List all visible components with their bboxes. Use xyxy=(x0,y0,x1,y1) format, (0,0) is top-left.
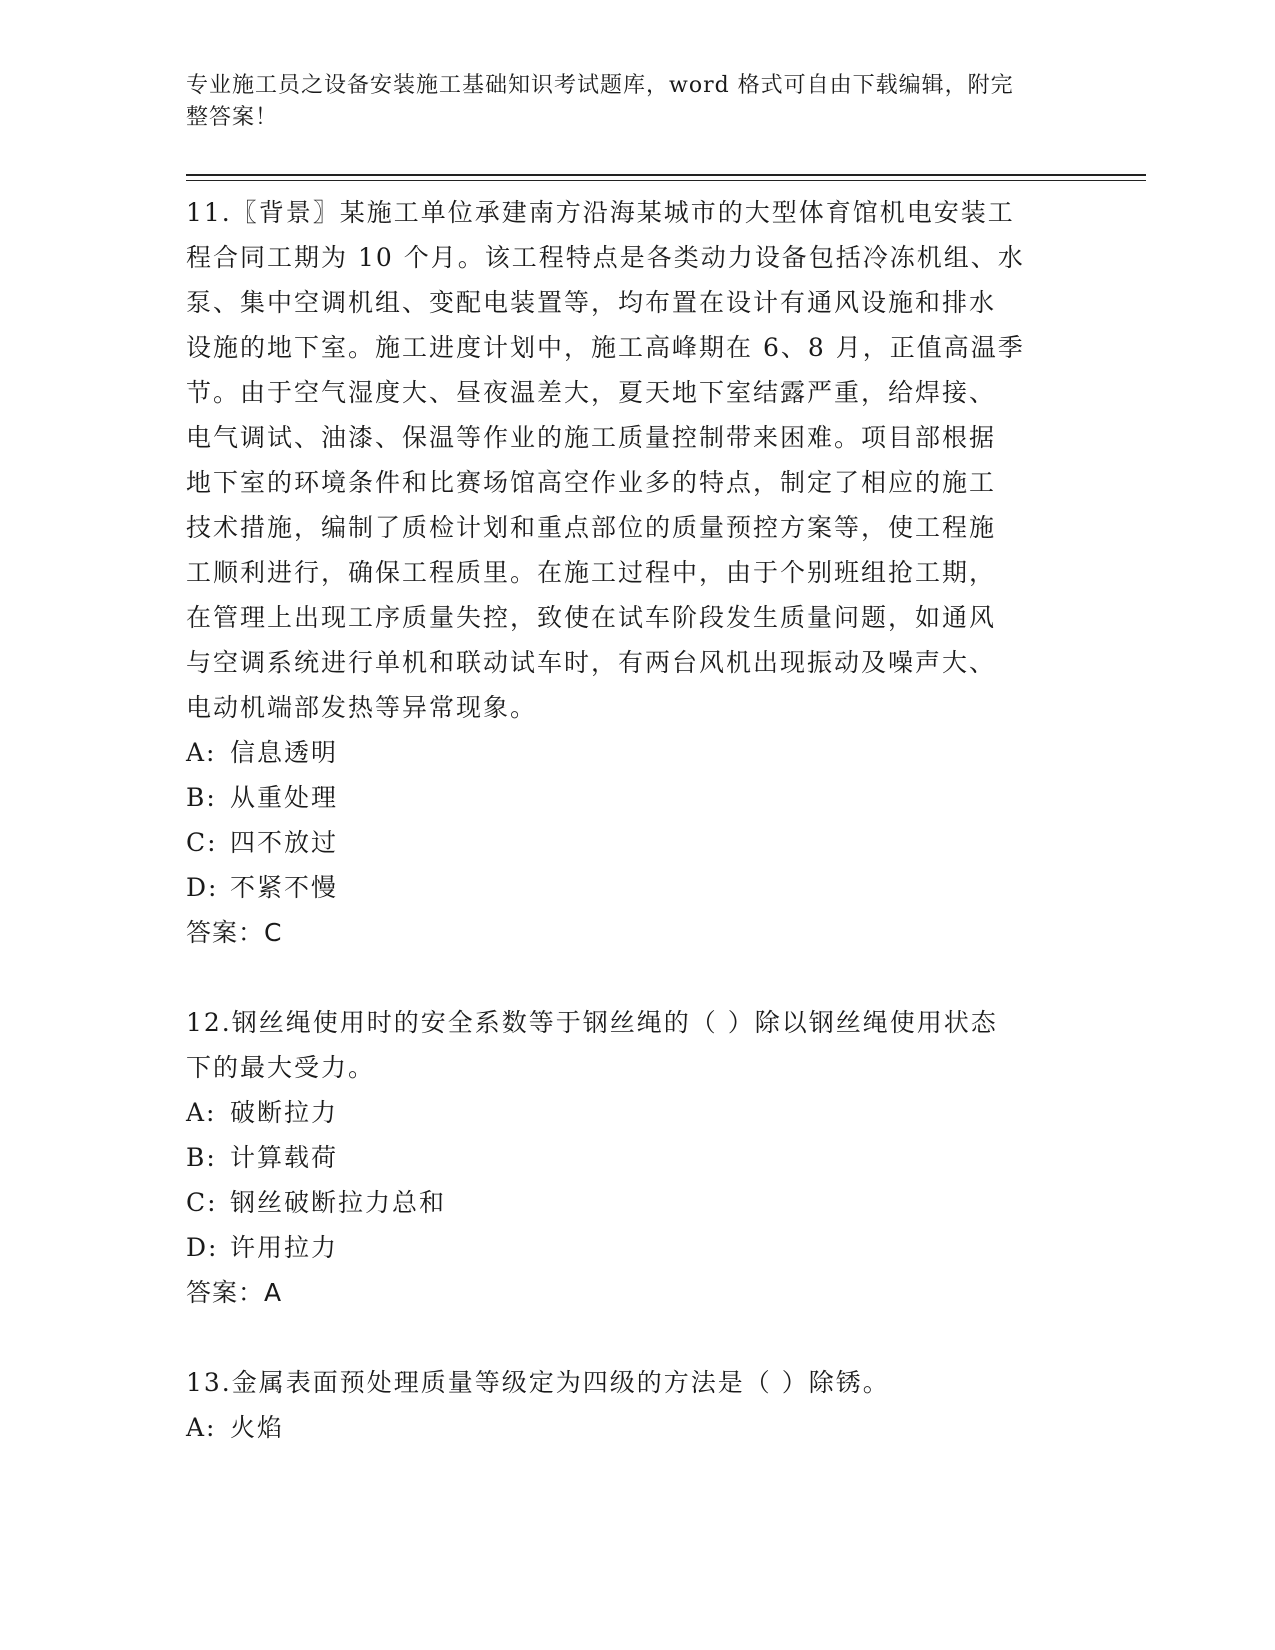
option-key: C: xyxy=(186,1188,218,1217)
option-text: 火焰 xyxy=(230,1413,285,1442)
question-11 xyxy=(186,190,1066,955)
stem-line: 工顺利进行，确保工程质里。在施工过程中，由于个别班组抢工期， xyxy=(186,558,997,587)
option-c xyxy=(186,1180,1066,1225)
stem-line: 技术措施，编制了质检计划和重点部位的质量预控方案等，使工程施 xyxy=(186,513,997,542)
option-text: 计算载荷 xyxy=(230,1143,339,1172)
stem-line: 电动机端部发热等异常现象。 xyxy=(186,693,538,722)
option-key: B: xyxy=(186,783,217,812)
option-key: A: xyxy=(186,1098,217,1127)
stem-line: 与空调系统进行单机和联动试车时，有两台风机出现振动及噪声大、 xyxy=(186,648,997,677)
option-text: 四不放过 xyxy=(230,828,339,857)
stem-line: 设施的地下室。施工进度计划中，施工高峰期在 6、8 月，正值高温季 xyxy=(186,333,1025,362)
question-list xyxy=(186,190,1066,1450)
stem-line: 12.钢丝绳使用时的安全系数等于钢丝绳的（ ）除以钢丝绳使用状态 xyxy=(186,1008,998,1037)
option-a xyxy=(186,1405,1066,1450)
option-text: 信息透明 xyxy=(230,738,339,767)
header-line-2: 整答案！ xyxy=(186,105,279,130)
question-13 xyxy=(186,1360,1066,1450)
option-text: 破断拉力 xyxy=(230,1098,339,1127)
option-d xyxy=(186,865,1066,910)
header-divider-thick xyxy=(186,174,1146,176)
option-text: 钢丝破断拉力总和 xyxy=(230,1188,447,1217)
document-header xyxy=(186,70,1066,134)
option-text: 许用拉力 xyxy=(230,1233,339,1262)
option-c xyxy=(186,820,1066,865)
stem-line: 13.金属表面预处理质量等级定为四级的方法是（ ）除锈。 xyxy=(186,1368,890,1397)
answer-line: 答案：A xyxy=(186,1278,283,1307)
stem-line: 在管理上出现工序质量失控，致使在试车阶段发生质量问题，如通风 xyxy=(186,603,997,632)
option-d xyxy=(186,1225,1066,1270)
option-a xyxy=(186,730,1066,775)
header-line-1: 专业施工员之设备安装施工基础知识考试题库，word 格式可自由下载编辑，附完 xyxy=(186,73,1014,98)
answer-line: 答案：C xyxy=(186,918,283,947)
option-key: C: xyxy=(186,828,218,857)
spacer xyxy=(186,1315,1066,1360)
stem-line: 节。由于空气湿度大、昼夜温差大，夏天地下室结露严重，给焊接、 xyxy=(186,378,997,407)
header-divider-thin xyxy=(186,180,1146,181)
stem-line: 下的最大受力。 xyxy=(186,1053,376,1082)
question-12 xyxy=(186,1000,1066,1315)
stem-line: 电气调试、油漆、保温等作业的施工质量控制带来困难。项目部根据 xyxy=(186,423,997,452)
question-stem xyxy=(186,1360,1066,1405)
stem-line: 地下室的环境条件和比赛场馆高空作业多的特点，制定了相应的施工 xyxy=(186,468,997,497)
option-key: D: xyxy=(186,873,219,902)
question-stem xyxy=(186,1000,1066,1090)
option-b xyxy=(186,775,1066,820)
stem-line: 泵、集中空调机组、变配电装置等，均布置在设计有通风设施和排水 xyxy=(186,288,997,317)
question-stem xyxy=(186,190,1066,730)
option-a xyxy=(186,1090,1066,1135)
stem-line: 程合同工期为 10 个月。该工程特点是各类动力设备包括冷冻机组、水 xyxy=(186,243,1025,272)
option-key: B: xyxy=(186,1143,217,1172)
option-key: D: xyxy=(186,1233,219,1262)
spacer xyxy=(186,955,1066,1000)
option-b xyxy=(186,1135,1066,1180)
stem-line: 11.〖背景〗某施工单位承建南方沿海某城市的大型体育馆机电安装工 xyxy=(186,198,1015,227)
option-text: 从重处理 xyxy=(230,783,339,812)
option-key: A: xyxy=(186,738,217,767)
option-text: 不紧不慢 xyxy=(230,873,339,902)
option-key: A: xyxy=(186,1413,217,1442)
